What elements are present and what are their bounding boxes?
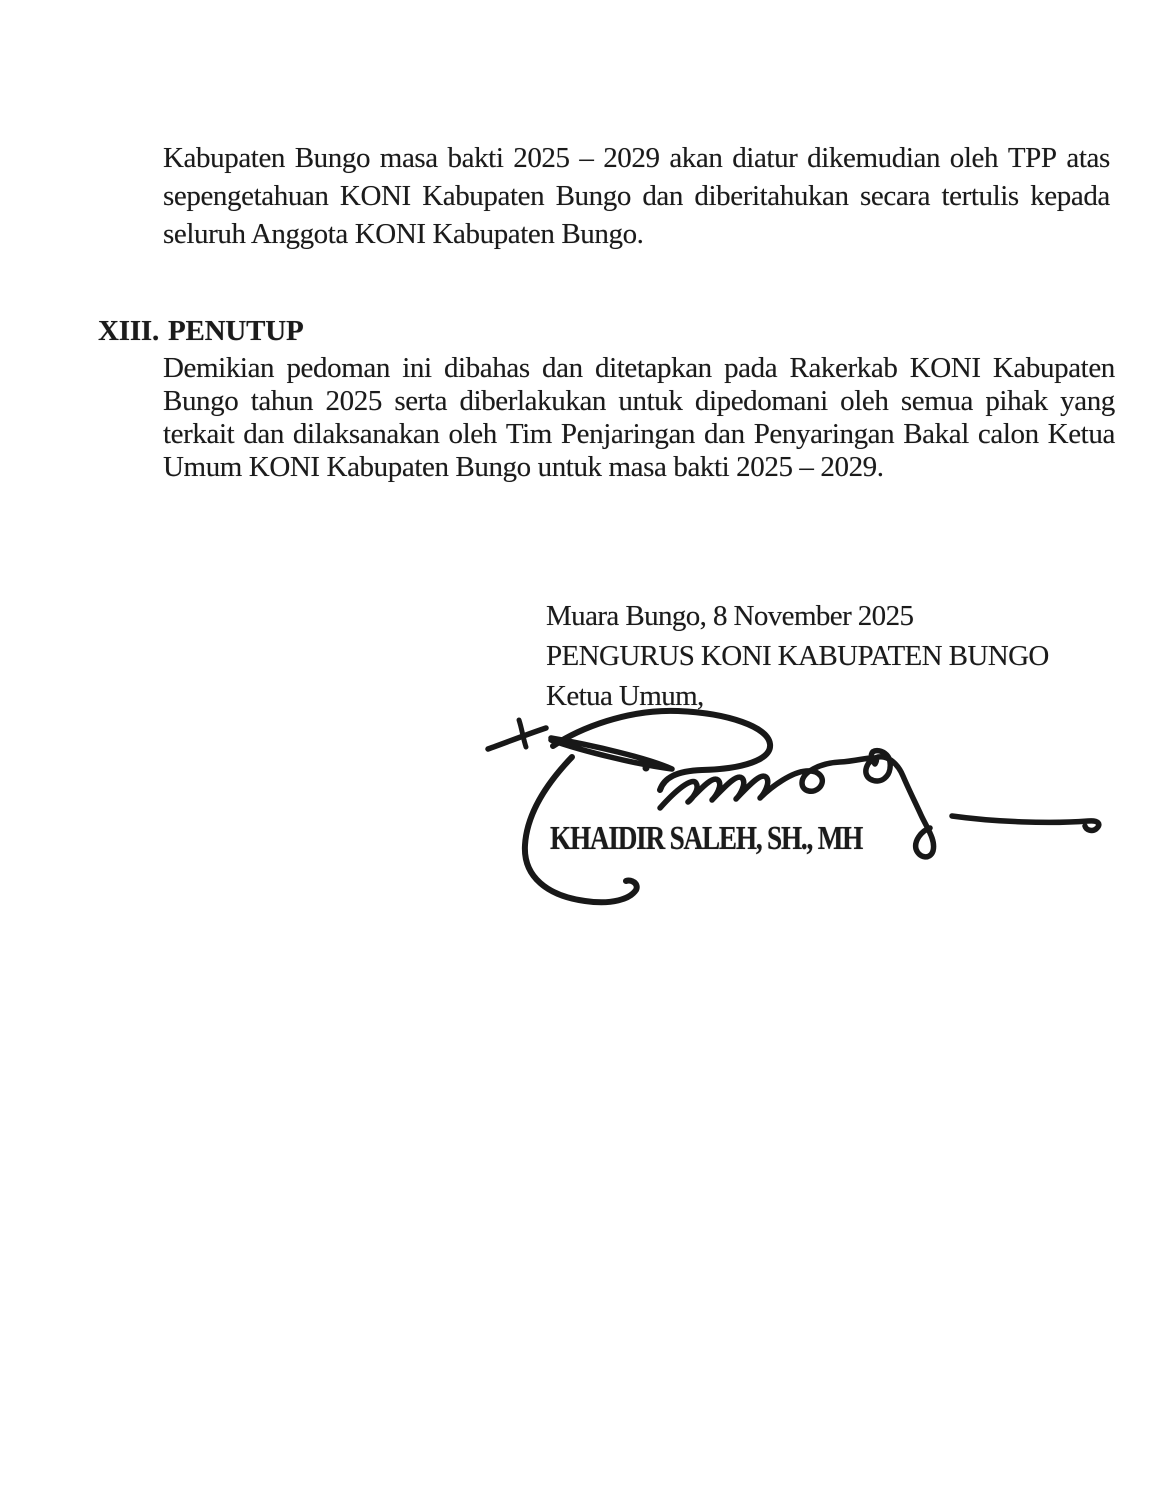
- signature-dot: [643, 765, 650, 772]
- place-date-line: Muara Bungo, 8 November 2025: [546, 600, 914, 632]
- section-title: PENUTUP: [168, 315, 304, 347]
- text-line: terkait dan dilaksanakan oleh Tim Penjaringan dan Penyaringan Bakal calon Ketua: [163, 418, 1115, 450]
- signature-dome-loop: [553, 711, 770, 790]
- signature-leaf-loop: [551, 738, 672, 769]
- closing-paragraph-continuation: [163, 139, 1110, 253]
- signature-flag-stroke: [519, 720, 526, 747]
- section-numeral: XIII.: [98, 315, 160, 347]
- text-line: Kabupaten Bungo masa bakti 2025 – 2029 akan diatur dikemudian oleh TPP atas: [163, 142, 1110, 174]
- text-line: sepengetahuan KONI Kabupaten Bungo dan diberitahukan secara tertulis kepada: [163, 180, 1110, 212]
- role-line: Ketua Umum,: [546, 680, 704, 712]
- signature-block: [546, 596, 1049, 716]
- signature-opening-dash: [488, 728, 546, 749]
- penutup-paragraph: [163, 352, 1115, 484]
- text-line: seluruh Anggota KONI Kabupaten Bungo.: [163, 218, 644, 250]
- organization-line: PENGURUS KONI KABUPATEN BUNGO: [546, 640, 1049, 672]
- text-line: Umum KONI Kabupaten Bungo untuk masa bakti 2025 – 2029.: [163, 451, 884, 483]
- text-line: Bungo tahun 2025 serta diberlakukan untuk dipedomani oleh semua pihak yang: [163, 385, 1115, 417]
- signer-name: KHAIDIR SALEH, SH., MH: [550, 820, 863, 857]
- signature-flat-stroke: [952, 816, 1099, 830]
- text-line: Demikian pedoman ini dibahas dan ditetapkan pada Rakerkab KONI Kabupaten: [163, 352, 1115, 384]
- section-heading-penutup: [98, 315, 304, 348]
